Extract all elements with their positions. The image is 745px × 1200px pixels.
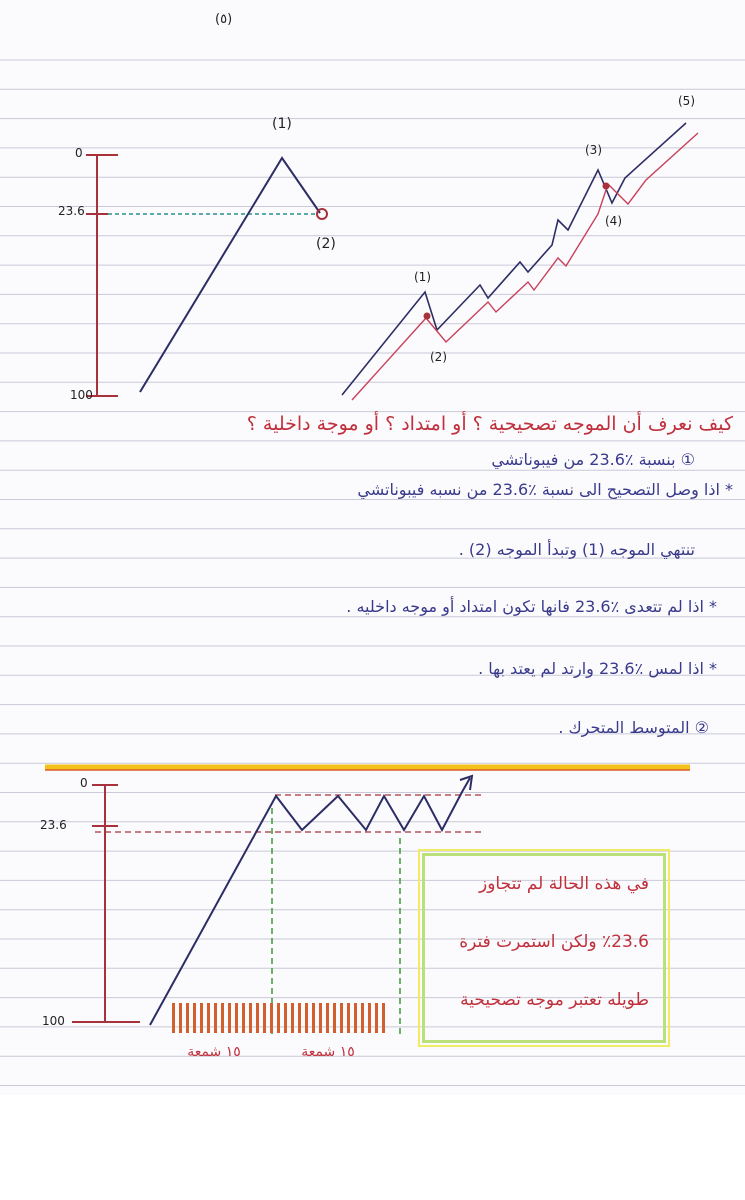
rule-touch-bounce: * اذا لمس ٪23.6 وارتد لم يعتد بها . bbox=[478, 659, 717, 678]
tr-wave-5-label: (5) bbox=[678, 94, 695, 108]
candle-bar bbox=[333, 1003, 336, 1033]
candle-bar bbox=[214, 1003, 217, 1033]
tr-wave-4-label: (4) bbox=[605, 214, 622, 228]
candle-bar bbox=[263, 1003, 266, 1033]
candles-label-2: ١٥ شمعة bbox=[301, 1044, 355, 1060]
rule-wave-ends: تنتهي الموجه (1) وتبدأ الموجه (2) . bbox=[458, 540, 695, 559]
candle-bar bbox=[361, 1003, 364, 1033]
b-level-top: 0 bbox=[80, 776, 88, 790]
note-line-1: في هذه الحالة لم تتجاوز bbox=[479, 874, 649, 894]
tl-wave-2-label: (2) bbox=[316, 236, 336, 252]
candle-bar bbox=[277, 1003, 280, 1033]
tl-level-top: 0 bbox=[75, 146, 83, 160]
candle-bar bbox=[319, 1003, 322, 1033]
note-line-3: طويله تعتبر موجه تصحيحية bbox=[460, 990, 649, 1010]
candle-bar bbox=[193, 1003, 196, 1033]
candle-bar bbox=[291, 1003, 294, 1033]
page-number: (٥) bbox=[215, 12, 233, 27]
candle-bar bbox=[256, 1003, 259, 1033]
candle-bar bbox=[242, 1003, 245, 1033]
candle-bar bbox=[228, 1003, 231, 1033]
candle-bar bbox=[347, 1003, 350, 1033]
candle-bar bbox=[221, 1003, 224, 1033]
wave-3-dot bbox=[603, 183, 610, 190]
candle-bar bbox=[312, 1003, 315, 1033]
tl-level-fib: 23.6 bbox=[58, 204, 85, 218]
candle-bar bbox=[354, 1003, 357, 1033]
rule-correction-reaches: * اذا وصل التصحيح الى نسبة ٪23.6 من نسبه فيبوناتشي bbox=[357, 480, 733, 499]
red-wave-line bbox=[352, 133, 698, 400]
candle-bar bbox=[284, 1003, 287, 1033]
candle-bar bbox=[326, 1003, 329, 1033]
wave-2-marker bbox=[317, 209, 327, 219]
candle-bar bbox=[368, 1003, 371, 1033]
candle-bar bbox=[200, 1003, 203, 1033]
note-line-2: ٪23.6 ولكن استمرت فترة bbox=[459, 932, 649, 952]
candle-bar bbox=[270, 1003, 273, 1033]
wave-1-dot bbox=[424, 313, 431, 320]
top-right-wave-chart bbox=[342, 123, 698, 400]
method-1-fibonacci: ① بنسبة ٪23.6 من فيبوناتشي bbox=[491, 450, 695, 469]
candle-bar bbox=[186, 1003, 189, 1033]
b-level-fib: 23.6 bbox=[40, 818, 67, 832]
note-box bbox=[422, 853, 666, 1043]
top-left-wave-chart bbox=[86, 155, 327, 396]
tl-level-bottom: 100 bbox=[70, 388, 93, 402]
candle-bar bbox=[298, 1003, 301, 1033]
wave-1-line bbox=[140, 158, 320, 392]
candle-bar bbox=[375, 1003, 378, 1033]
candle-bars bbox=[172, 1003, 385, 1033]
candles-label-1: ١٥ شمعة bbox=[187, 1044, 241, 1060]
candle-bar bbox=[207, 1003, 210, 1033]
b-level-bottom: 100 bbox=[42, 1014, 65, 1028]
tr-wave-3-label: (3) bbox=[585, 143, 602, 157]
candle-bar bbox=[305, 1003, 308, 1033]
candle-bar bbox=[382, 1003, 385, 1033]
candle-bar bbox=[179, 1003, 182, 1033]
candle-bar bbox=[172, 1003, 175, 1033]
candle-bar bbox=[235, 1003, 238, 1033]
tr-wave-1-label: (1) bbox=[414, 270, 431, 284]
tl-wave-1-label: (1) bbox=[272, 116, 292, 132]
tr-wave-2-label: (2) bbox=[430, 350, 447, 364]
method-2-moving-average: ② المتوسط المتحرك . bbox=[558, 718, 709, 737]
question-heading: كيف نعرف أن الموجه تصحيحية ؟ أو امتداد ؟ أو موجة داخلية ؟ bbox=[246, 413, 733, 435]
candle-bar bbox=[340, 1003, 343, 1033]
rule-not-exceed: * اذا لم تتعدى ٪23.6 فانها تكون امتداد أو موجه داخليه . bbox=[346, 597, 717, 616]
candle-bar bbox=[249, 1003, 252, 1033]
